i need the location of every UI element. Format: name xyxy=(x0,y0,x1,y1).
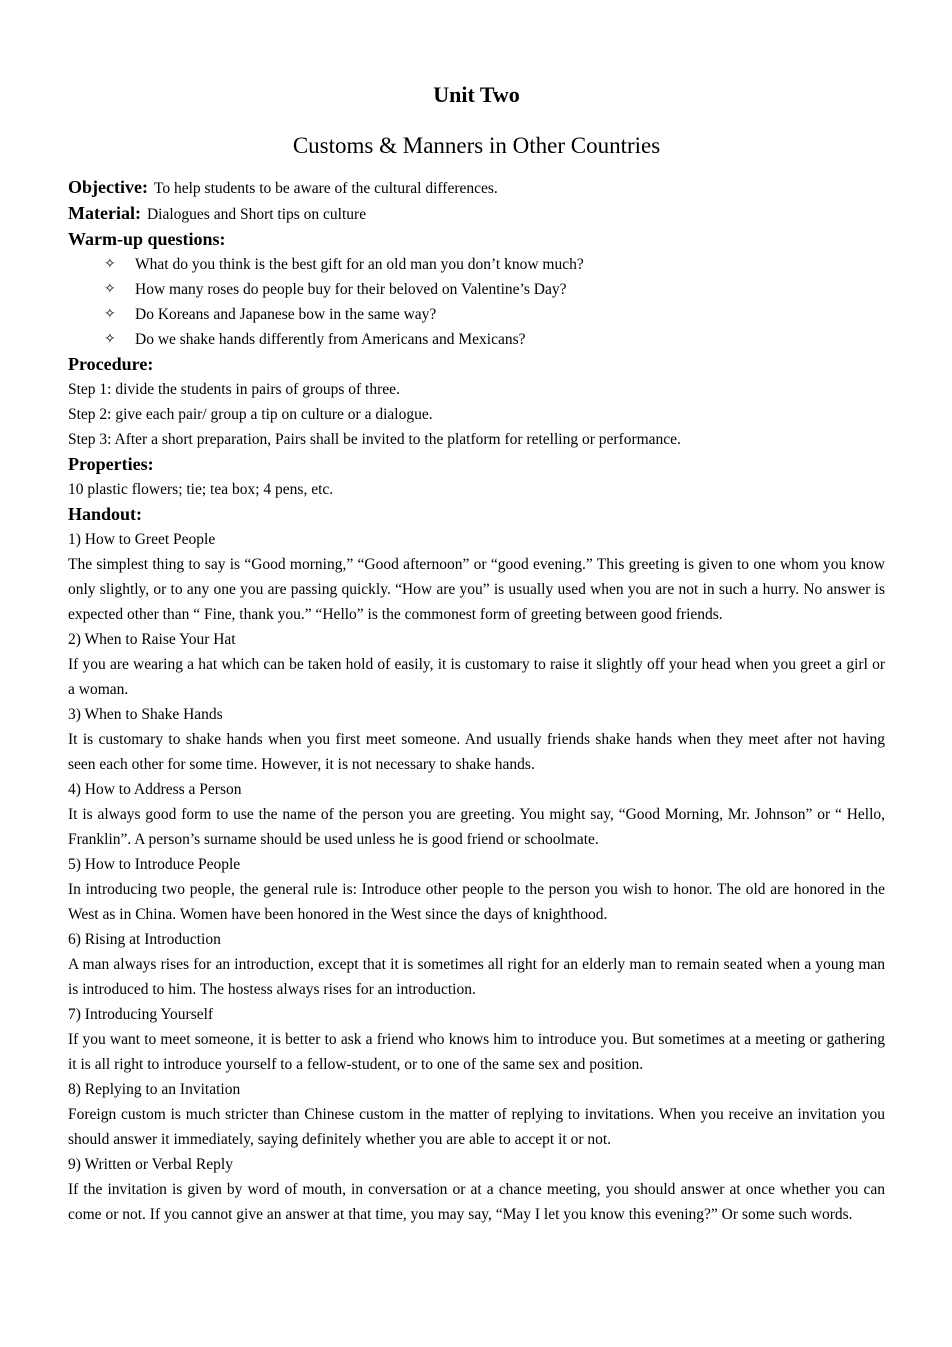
document-page xyxy=(68,80,885,1227)
material-text: Dialogues and Short tips on culture xyxy=(146,206,367,223)
warmup-question: How many roses do people buy for their beloved on Valentine’s Day? xyxy=(135,281,567,298)
handout-section-title: 5) How to Introduce People xyxy=(68,856,241,873)
bullet-icon: ✧ xyxy=(104,256,116,272)
objective-line xyxy=(68,175,885,201)
bullet-icon: ✧ xyxy=(104,281,116,297)
handout-section-title: 8) Replying to an Invitation xyxy=(68,1081,241,1098)
warmup-question: Do we shake hands differently from Americans and Mexicans? xyxy=(135,331,526,348)
procedure-step: Step 3: After a short preparation, Pairs shall be invited to the platform for retelling or performance. xyxy=(68,431,681,448)
handout-section-body: If you are wearing a hat which can be taken hold of easily, it is customary to raise it slightly off your head when you greet a girl or a woman. xyxy=(68,656,885,698)
handout-section-title: 6) Rising at Introduction xyxy=(68,931,221,948)
bullet-icon: ✧ xyxy=(104,306,116,322)
properties-text: 10 plastic flowers; tie; tea box; 4 pens, etc. xyxy=(68,481,334,498)
handout-section-title: 2) When to Raise Your Hat xyxy=(68,631,236,648)
warmup-heading: Warm-up questions: xyxy=(68,229,226,249)
handout-section-body: A man always rises for an introduction, except that it is sometimes all right for an elderly man to remain seated when a young man is introduced to him. The hostess always rises for an introduction. xyxy=(68,956,885,998)
handout-section-title: 4) How to Address a Person xyxy=(68,781,242,798)
objective-text: To help students to be aware of the cultural differences. xyxy=(153,180,498,197)
handout-section-body: It is always good form to use the name of the person you are greeting. You might say, “Good Morning, Mr. Johnson” or “ Hello, Franklin”. A person’s surname should be used unless he is good friend or schoolmate. xyxy=(68,806,885,848)
handout-section-title: 3) When to Shake Hands xyxy=(68,706,223,723)
handout-heading: Handout: xyxy=(68,504,143,524)
procedure-heading: Procedure: xyxy=(68,354,154,374)
procedure-step: Step 1: divide the students in pairs of groups of three. xyxy=(68,381,400,398)
handout-section-body: The simplest thing to say is “Good morning,” “Good afternoon” or “good evening.” This greeting is given to one whom you know only slightly, or to any one you are passing quickly. “How are you” is usually used when you are not in such a hurry. No answer is expected other than “ Fine, thank you.” “Hello” is the commonest form of greeting between good friends. xyxy=(68,556,885,623)
list-item xyxy=(104,252,885,277)
warmup-question: What do you think is the best gift for an old man you don’t know much? xyxy=(135,256,584,273)
material-line xyxy=(68,201,885,227)
list-item xyxy=(104,277,885,302)
handout-section-title: 9) Written or Verbal Reply xyxy=(68,1156,233,1173)
handout-section-body: If the invitation is given by word of mouth, in conversation or at a chance meeting, you should answer at once whether you can come or not. If you cannot give an answer at that time, you may say, “May I let you know this evening?” Or some such words. xyxy=(68,1181,885,1223)
bullet-icon: ✧ xyxy=(104,331,116,347)
material-label: Material: xyxy=(68,203,141,223)
handout-section-body: If you want to meet someone, it is better to ask a friend who knows him to introduce you. But sometimes at a meeting or gathering it is all right to introduce yourself to a fellow-student, or to one of the same sex and position. xyxy=(68,1031,885,1073)
list-item xyxy=(104,327,885,352)
page-subtitle: Customs & Manners in Other Countries xyxy=(292,133,661,158)
warmup-question: Do Koreans and Japanese bow in the same way? xyxy=(135,306,437,323)
procedure-step: Step 2: give each pair/ group a tip on culture or a dialogue. xyxy=(68,406,433,423)
objective-label: Objective: xyxy=(68,177,148,197)
warmup-list xyxy=(68,252,885,352)
handout-section-body: It is customary to shake hands when you first meet someone. And usually friends shake hands when they meet after not having seen each other for some time. However, it is not necessary to shake hands. xyxy=(68,731,885,773)
handout-section-title: 1) How to Greet People xyxy=(68,531,216,548)
handout-section-body: In introducing two people, the general rule is: Introduce other people to the person you wish to honor. The old are honored in the West as in China. Women have been honored in the West since the days of knighthood. xyxy=(68,881,885,923)
handout-section-title: 7) Introducing Yourself xyxy=(68,1006,214,1023)
list-item xyxy=(104,302,885,327)
properties-heading: Properties: xyxy=(68,454,154,474)
page-title: Unit Two xyxy=(433,82,520,107)
handout-section-body: Foreign custom is much stricter than Chinese custom in the matter of replying to invitations. When you receive an invitation you should answer it immediately, saying definitely whether you are able to accept it or not. xyxy=(68,1106,885,1148)
